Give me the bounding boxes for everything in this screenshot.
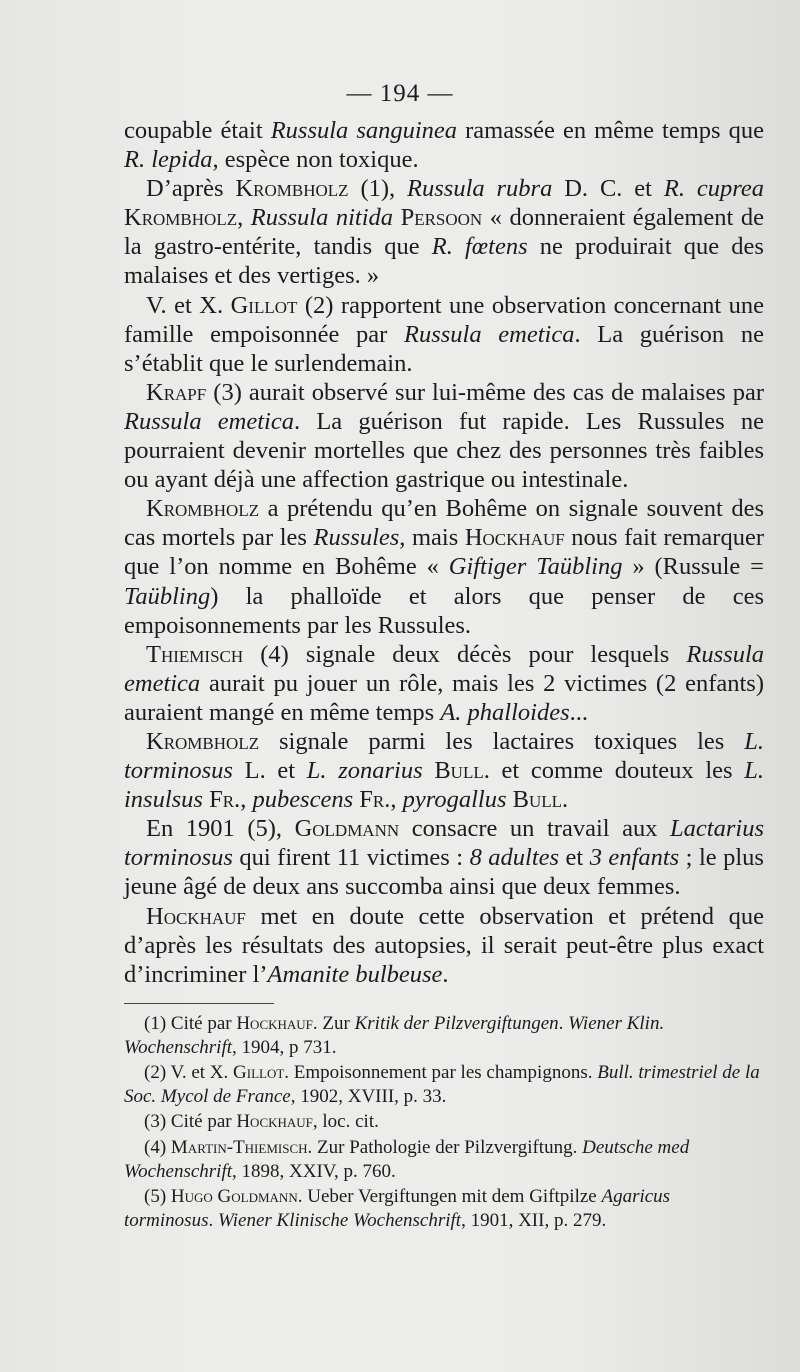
para-boheme: Krombholz a prétendu qu’en Bohême on signale souvent des cas mortels par les Russules, mais Hockhauf nous fait remarquer que l’on nomme en Bohême « Giftiger Taübling » (Russule = Taübling) la phalloïde et alors que penser de ces empoisonnements par les Russules. bbox=[124, 495, 764, 639]
para-goldmann: En 1901 (5), Goldmann consacre un travail aux Lactarius torminosus qui firent 11 victimes : 8 adultes et 3 enfants ; le plus jeune âgé de deux ans succomba ainsi que deux femmes. bbox=[124, 815, 764, 901]
para-gillot: V. et X. Gillot (2) rapportent une observation concernant une famille empoisonnée par Russula emetica. La guérison ne s’établit que le surlendemain. bbox=[124, 291, 764, 377]
footnote-3: (3) Cité par Hockhauf, loc. cit. bbox=[144, 1111, 379, 1133]
para-cont-sanguinea: coupable était Russula sanguinea ramassée en même temps que R. lepida, espèce non toxique. bbox=[124, 117, 764, 174]
para-lactaires: Krombholz signale parmi les lactaires toxiques les L. torminosus L. et L. zonarius Bull. et comme douteux les L. insulsus Fr., pubescens Fr., pyrogallus Bull. bbox=[124, 727, 764, 814]
page-number: — 194 — bbox=[346, 80, 454, 107]
footnote-2: (2) V. et X. Gillot. Empoisonnement par les champignons. Bull. trimestriel de la Soc. Mycol de France, 1902, XVIII, p. 33. bbox=[124, 1062, 760, 1107]
footnote-separator bbox=[124, 1003, 274, 1004]
para-thiemisch: Thiemisch (4) signale deux décès pour lesquels Russula emetica aurait pu jouer un rôle, mais les 2 victimes (2 enfants) auraient mangé en même temps A. phalloides... bbox=[124, 640, 764, 726]
main-text bbox=[124, 116, 764, 989]
para-krapf: Krapf (3) aurait observé sur lui-même des cas de malaises par Russula emetica. La guérison fut rapide. Les Russules ne pourraient devenir mortelles que chez des personnes très faibles ou ayant déjà une affection gastrique ou intestinale. bbox=[124, 378, 764, 494]
footnote-1: (1) Cité par Hockhauf. Zur Kritik der Pilzvergiftungen. Wiener Klin. Wochenschrift, 1904, p 731. bbox=[124, 1013, 665, 1058]
para-hockhauf: Hockhauf met en doute cette observation et prétend que d’après les résultats des autopsies, il serait peut-être plus exact d’incriminer l’Amanite bulbeuse. bbox=[124, 902, 764, 988]
para-krombholz-rubra: D’après Krombholz (1), Russula rubra D. C. et R. cuprea Krombholz, Russula nitida Persoon « donneraient également de la gastro-entérite, tandis que R. fœtens ne produirait que des malaises et des vertiges. » bbox=[124, 175, 765, 290]
footnotes bbox=[124, 1012, 764, 1232]
footnote-4: (4) Martin-Thiemisch. Zur Pathologie der Pilzvergiftung. Deutsche med Wochenschrift, 1898, XXIV, p. 760. bbox=[124, 1136, 690, 1182]
footnote-5: (5) Hugo Goldmann. Ueber Vergiftungen mit dem Giftpilze Agaricus torminosus. Wiener Klinische Wochenschrift, 1901, XII, p. 279. bbox=[124, 1186, 671, 1231]
